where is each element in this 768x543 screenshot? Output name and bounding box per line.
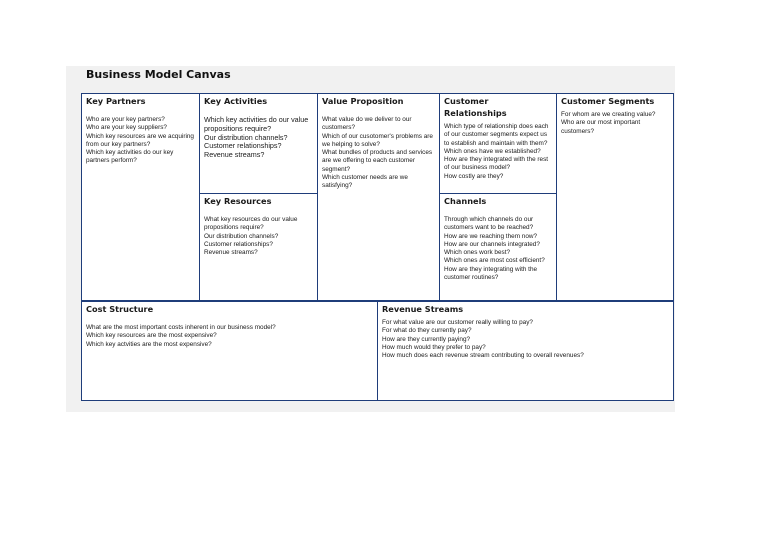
key-resources-text: What key resources do our value propositions require? Our distribution channels? Customer relationships? Revenue streams?: [204, 216, 298, 257]
key-activities-text: Which key activities do our value propositions require? Our distribution channels? Customer relationships? Revenue streams?: [204, 115, 309, 160]
cost-structure-text: What are the most important costs inherent in our business model? Which key resources are the most expensive? Which key actvities are the most expensive?: [86, 324, 276, 348]
customer-relationships-cell: [440, 94, 557, 194]
cost-structure-cell: [82, 300, 378, 400]
key-activities-cell: [200, 94, 318, 194]
key-partners-cell: [82, 94, 200, 300]
key-partners-text: Who are your key partners? Who are your key suppliers? Which key resources are we acquiring from our key partners? Which key activities do our key partners perform?: [86, 116, 194, 165]
customer-segments-heading: Customer Segments: [561, 96, 655, 106]
channels-cell: [440, 194, 557, 300]
value-proposition-heading: Value Proposition: [322, 96, 404, 106]
key-resources-cell: [200, 194, 318, 300]
revenue-streams-cell: [378, 300, 673, 400]
revenue-streams-heading: Revenue Streams: [382, 304, 464, 314]
cost-structure-heading: Cost Structure: [86, 304, 154, 314]
value-proposition-text: What value do we deliver to our customers? Which of our cusotomer's problems are we helping to solve? What bundles of products and services are we offering to each customer segment? Which customer needs are we satisfying?: [322, 116, 433, 190]
revenue-streams-text: For what value are our customer really willing to pay? For what do they currently pay? How are they currently paying? How much would they prefer to pay? How much does each revenue stream contributing to overall revenues?: [382, 319, 584, 360]
page-title: Business Model Canvas: [86, 68, 231, 81]
customer-segments-cell: [557, 94, 673, 300]
customer-relationships-text: Which type of relationship does each of our customer segments expect us to establish and maintain with them? Which ones have we established? How are they integrated with the rest of our business model? How costly are they?: [444, 123, 549, 180]
channels-heading: Channels: [444, 196, 487, 206]
canvas-sheet: [66, 66, 675, 412]
canvas-grid: [81, 93, 674, 401]
value-proposition-cell: [318, 94, 440, 300]
key-activities-heading: Key Activities: [204, 96, 268, 106]
channels-text: Through which channels do our customers want to be reached? How are we reaching them now? How are our channels integrated? Which ones work best? Which ones are most cost efficient? How are they integrating with the customer routines?: [444, 216, 545, 282]
key-partners-heading: Key Partners: [86, 96, 146, 106]
customer-segments-text: For whom are we creating value? Who are our most important customers?: [561, 111, 656, 135]
customer-relationships-heading: Customer Relationships: [444, 96, 507, 118]
key-resources-heading: Key Resources: [204, 196, 272, 206]
